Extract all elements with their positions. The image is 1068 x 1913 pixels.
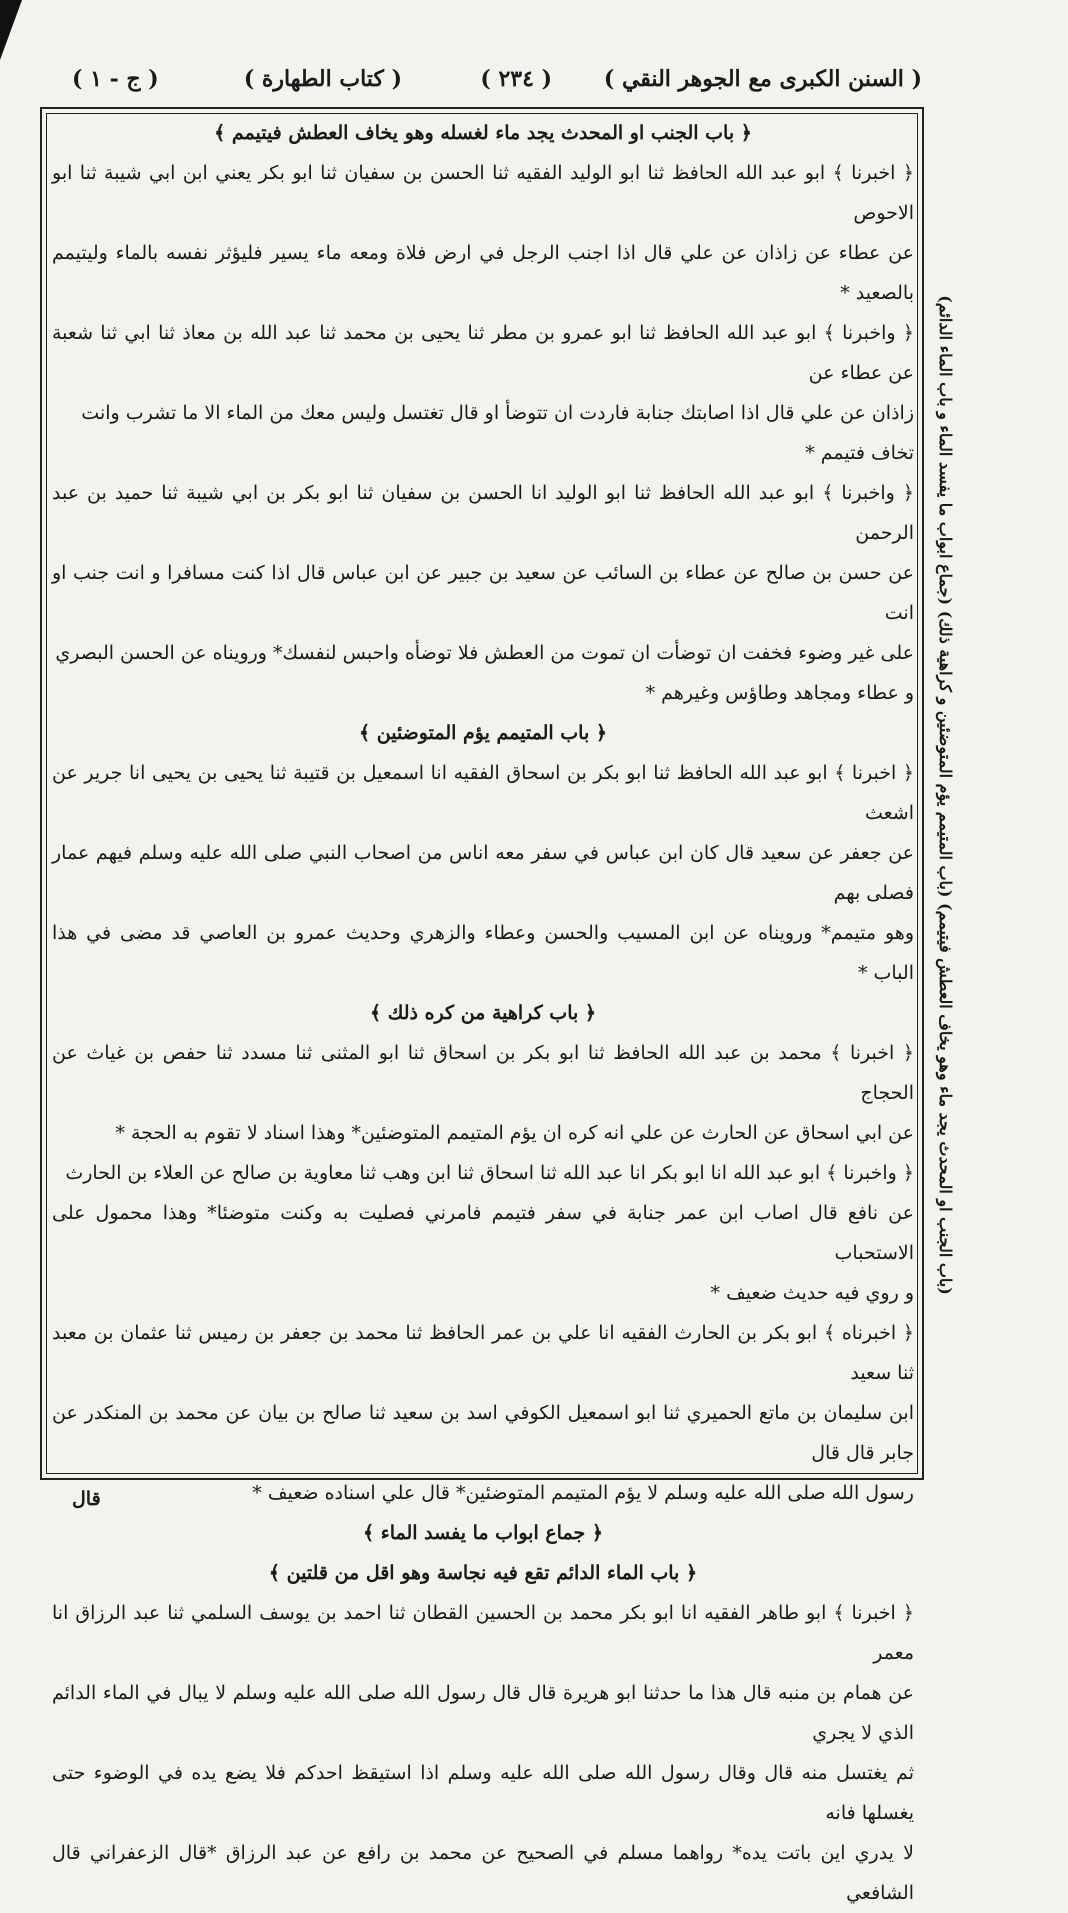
text-line: على غير وضوء فخفت ان توضأت ان تموت من العطش فلا توضأه واحبس لنفسك* ورويناه عن الحسن البصري [55,642,914,664]
running-header [60,62,922,102]
header-volume: ( ج - ١ ) [72,66,159,92]
text-line: زاذان عن علي قال اذا اصابتك جنابة فاردت ان تتوضأ او قال تغتسل وليس معك من الماء الا ما تشرب وانت [81,402,914,424]
footer-catchword: قال [72,1488,101,1510]
text-line: لا يدري اين باتت يده* رواهما مسلم في الصحيح عن محمد بن رافع عن عبد الرزاق *قال الزعفراني قال الشافعي [52,1842,914,1904]
section-heading: ﴿ باب كراهية من كره ذلك ﴾ [369,1002,597,1024]
text-body [52,113,914,1913]
text-line: رسول الله صلى الله عليه وسلم لا يؤم المتيمم المتوضئين* قال علي اسناده ضعيف * [252,1482,914,1504]
text-line: وهو متيمم* ورويناه عن ابن المسيب والحسن وعطاء والزهري وحديث عمرو بن العاصي قد مضى في هذا الباب * [52,922,914,984]
header-book-title: ( السنن الكبرى مع الجوهر النقي ) [603,66,922,92]
text-line: تخاف فتيمم * [805,442,914,464]
section-heading: ﴿ باب الجنب او المحدث يجد ماء لغسله وهو يخاف العطش فيتيمم ﴾ [214,122,752,144]
text-line: عن نافع قال اصاب ابن عمر جنابة في سفر فتيمم فامرني فصليت به وكنت متوضئا* وهذا محمول على الاستحباب [52,1202,914,1264]
section-heading: ﴿ جماع ابواب ما يفسد الماء ﴾ [363,1522,603,1544]
text-line: و عطاء ومجاهد وطاؤس وغيرهم * [645,682,914,704]
section-heading: ﴿ باب المتيمم يؤم المتوضئين ﴾ [359,722,607,744]
text-line: ﴿ واخبرنا ﴾ ابو عبد الله الحافظ ثنا ابو عمرو بن مطر ثنا يحيى بن محمد ثنا عبد الله بن معاذ ثنا ابي ثنا شعبة عن عطاء عن [52,322,914,384]
text-line: ثم يغتسل منه قال وقال رسول الله صلى الله عليه وسلم اذا استيقظ احدكم فلا يضع يده في الوضوء حتى يغسلها فانه [52,1762,914,1824]
text-line: عن حسن بن صالح عن عطاء بن السائب عن سعيد بن جبير عن ابن عباس قال اذا كنت مسافرا و انت جنب او انت [52,562,914,624]
text-line: ﴿ واخبرنا ﴾ ابو عبد الله انا ابو بكر انا عبد الله ثنا اسحاق ثنا ابن وهب ثنا معاوية بن صالح عن العلاء بن الحارث [65,1162,914,1184]
corner-scan-mark [0,0,22,60]
text-line: ابن سليمان بن ماتع الحميري ثنا ابو اسمعيل الكوفي اسد بن سعيد ثنا صالح بن بيان عن محمد بن المنكدر عن جابر قال قال [52,1402,914,1464]
text-line: ﴿ اخبرنا ﴾ محمد بن عبد الله الحافظ ثنا ابو بكر بن اسحاق ثنا ابو المثنى ثنا مسدد ثنا حفص بن غياث عن الحجاج [52,1042,914,1104]
text-line: ﴿ اخبرنا ﴾ ابو عبد الله الحافظ ثنا ابو بكر بن اسحاق الفقيه انا اسمعيل بن قتيبة ثنا يحيى بن يحيى انا جرير عن اشعث [52,762,914,824]
text-line: و روي فيه حديث ضعيف * [710,1282,914,1304]
side-margin-note [930,110,960,1480]
text-line: عن عطاء عن زاذان عن علي قال اذا اجنب الرجل في ارض فلاة ومعه ماء يسير فليؤثر نفسه بالماء وليتيمم بالصعيد * [52,242,914,304]
side-margin-text: (باب الجنب او المحدث يجد ماء وهو يخاف العطش فيتيمم) (باب المتيمم يؤم المتوضئين و كراهية ذلك) (جماع ابواب ما يفسد الماء و باب الماء الدائم) [936,295,955,1295]
header-page-number: ( ٢٣٤ ) [480,66,552,92]
text-line: عن همام بن منبه قال هذا ما حدثنا ابو هريرة قال قال رسول الله صلى الله عليه وسلم لا يبال في الماء الدائم الذي لا يجري [52,1682,914,1744]
text-line: عن ابي اسحاق عن الحارث عن علي انه كره ان يؤم المتيمم المتوضئين* وهذا اسناد لا تقوم به الحجة * [115,1122,914,1144]
text-line: ﴿ اخبرناه ﴾ ابو بكر بن الحارث الفقيه انا علي بن عمر الحافظ ثنا محمد بن جعفر بن رميس ثنا عثمان بن معبد ثنا سعيد [52,1322,914,1384]
text-line: ﴿ اخبرنا ﴾ ابو عبد الله الحافظ ثنا ابو الوليد الفقيه ثنا الحسن بن سفيان ثنا ابو بكر يعني ابن ابي شيبة ثنا ابو الاحوص [52,162,914,224]
text-line: عن جعفر عن سعيد قال كان ابن عباس في سفر معه اناس من اصحاب النبي صلى الله عليه وسلم فيهم عمار فصلى بهم [52,842,914,904]
section-heading: ﴿ باب الماء الدائم تقع فيه نجاسة وهو اقل من قلتين ﴾ [268,1562,698,1584]
header-chapter: ( كتاب الطهارة ) [243,66,402,92]
text-line: ﴿ واخبرنا ﴾ ابو عبد الله الحافظ ثنا ابو الوليد انا الحسن بن سفيان ثنا ابو بكر بن ابي شيبة ثنا حميد بن عبد الرحمن [52,482,914,544]
text-line: ﴿ اخبرنا ﴾ ابو طاهر الفقيه انا ابو بكر محمد بن الحسين القطان ثنا احمد بن يوسف السلمي ثنا عبد الرزاق انا معمر [52,1602,914,1664]
